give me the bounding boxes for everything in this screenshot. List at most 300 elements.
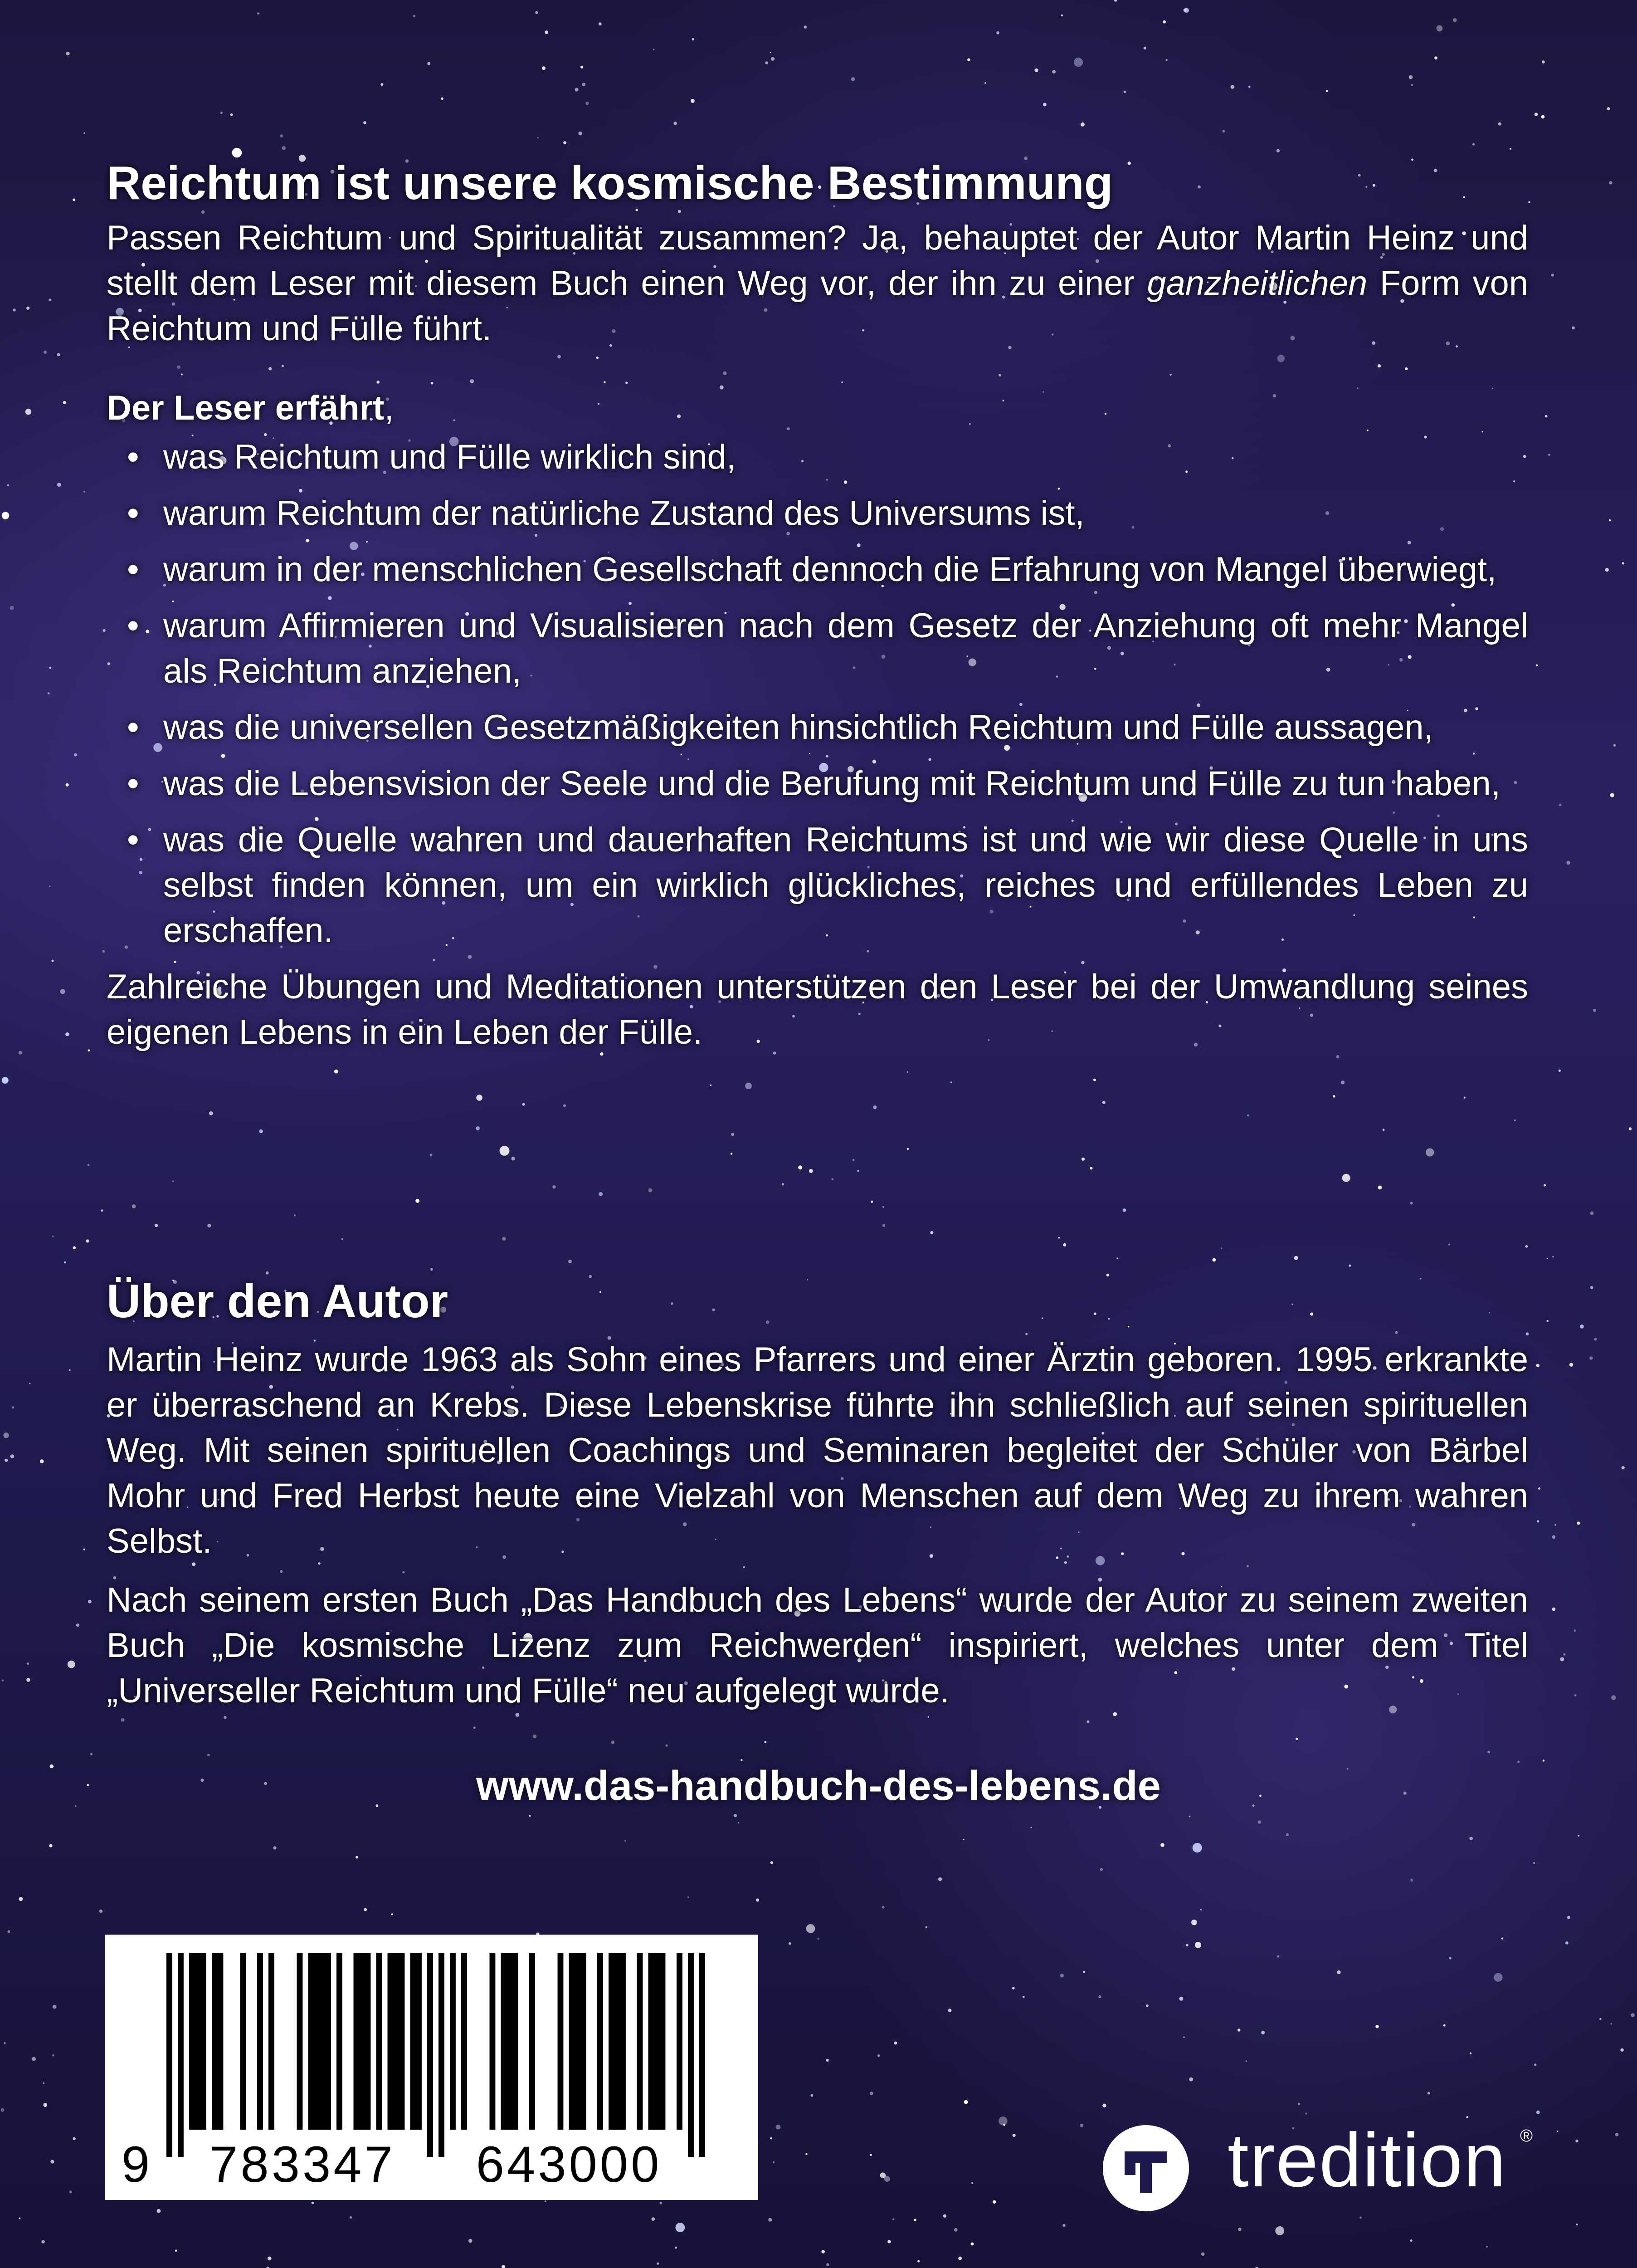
star (963, 1839, 964, 1840)
star (363, 121, 366, 124)
star (1449, 1957, 1452, 1960)
star (882, 1206, 884, 1207)
star (1062, 2224, 1065, 2227)
star (12, 1406, 14, 1408)
barcode-bar (268, 1953, 274, 2130)
star (770, 52, 771, 53)
star (1191, 1920, 1197, 1926)
star (806, 1924, 815, 1933)
star (66, 783, 69, 787)
star (971, 2243, 974, 2246)
star (907, 1148, 909, 1150)
star (768, 2218, 772, 2222)
star (88, 1164, 90, 1166)
star (1179, 1997, 1183, 2001)
star (155, 1224, 158, 1227)
star (798, 1165, 802, 1169)
star (40, 1459, 44, 1463)
barcode-bar (297, 1953, 303, 2130)
star (1186, 1944, 1189, 1946)
barcode-bar (637, 1953, 643, 2130)
star (101, 1209, 103, 1212)
star (1615, 2133, 1619, 2136)
star (857, 1170, 859, 1172)
star (552, 1185, 555, 1188)
star (907, 1071, 908, 1073)
star (578, 132, 582, 136)
star (1200, 1909, 1202, 1910)
star (500, 1146, 510, 1156)
star (1166, 59, 1168, 61)
website-link[interactable]: www.das-handbuch-des-lebens.de (476, 1763, 1161, 1809)
star (894, 2042, 897, 2045)
star (770, 1861, 773, 1864)
star (430, 1268, 433, 1271)
star (1547, 1258, 1548, 1259)
star (1611, 1695, 1616, 1700)
barcode-bar (620, 1953, 626, 2130)
star (1341, 1080, 1345, 1084)
star (1575, 2140, 1578, 2142)
star (1590, 1212, 1594, 1215)
star (738, 1822, 739, 1823)
section-heading-wealth: Reichtum ist unsere kosmische Bestimmung (107, 157, 1113, 210)
star (1543, 1760, 1544, 1761)
star (954, 2228, 958, 2232)
star (1410, 1202, 1413, 1205)
star (870, 2092, 873, 2095)
star (877, 2054, 880, 2057)
star (1102, 2104, 1106, 2107)
star (1144, 47, 1146, 49)
star (964, 2100, 968, 2104)
star (83, 132, 85, 134)
star (1378, 1186, 1382, 1190)
star (1337, 1970, 1340, 1974)
star (657, 2263, 659, 2265)
star (745, 1083, 752, 1090)
star (1258, 1820, 1262, 1824)
star (19, 1897, 23, 1901)
star (1545, 415, 1548, 418)
star (892, 2219, 894, 2220)
list-item: • warum in der menschlichen Gesellschaft dennoch die Erfahrung von Mangel überwiegt, (107, 547, 1528, 592)
star (48, 692, 50, 694)
star (2, 1680, 4, 1681)
star (476, 1126, 480, 1130)
registered-mark: ® (1520, 2126, 1533, 2146)
star (1593, 1009, 1596, 1012)
star (1563, 1653, 1565, 1656)
star (731, 1133, 734, 1136)
star (7, 484, 9, 486)
star (826, 2059, 829, 2062)
barcode-bar (450, 1953, 456, 2130)
star (1552, 1535, 1556, 1539)
star (1534, 2063, 1536, 2066)
star (2, 512, 9, 519)
star (948, 2009, 952, 2012)
star (1443, 2024, 1446, 2027)
star (32, 2057, 36, 2061)
star (611, 1740, 614, 1744)
star (1559, 804, 1562, 807)
star (996, 31, 999, 34)
star (1160, 1843, 1164, 1847)
bullet-icon: • (127, 820, 139, 859)
star (1294, 1256, 1298, 1260)
star (1081, 122, 1085, 127)
star (582, 83, 586, 86)
star (50, 2160, 54, 2164)
star (692, 38, 694, 40)
star (993, 2200, 996, 2204)
star (1574, 1694, 1577, 1696)
star (1552, 1608, 1556, 1611)
star (575, 88, 579, 92)
star (312, 2202, 314, 2204)
star (1609, 181, 1612, 184)
star (1434, 56, 1437, 59)
star (660, 2202, 662, 2204)
section-heading-author: Über den Autor (107, 1275, 448, 1328)
star (1221, 1247, 1223, 1249)
star (273, 1846, 276, 1849)
star (1052, 70, 1056, 73)
barcode-bar (490, 1953, 496, 2130)
star (1535, 112, 1538, 116)
star (984, 82, 986, 84)
barcode-bar (699, 1953, 705, 2157)
star (1093, 1079, 1096, 1081)
star (207, 1224, 211, 1227)
barcode-bar (189, 1953, 195, 2130)
star (1464, 1097, 1466, 1099)
star (259, 1129, 263, 1133)
star (1261, 2031, 1265, 2034)
star (1246, 2060, 1247, 2062)
star (73, 199, 75, 201)
star (49, 885, 50, 887)
star (207, 1754, 210, 1756)
list-item: • was die Lebensvision der Seele und die Berufung mit Reichtum und Fülle zu tun haben, (107, 761, 1528, 807)
star (926, 1926, 927, 1928)
star (1023, 1996, 1025, 1998)
list-item: • was Reichtum und Fülle wirklich sind, (107, 435, 1528, 480)
barcode-bar (558, 1953, 564, 2130)
star (380, 83, 383, 86)
star (1349, 1265, 1351, 1267)
star (1083, 1971, 1085, 1973)
star (805, 2153, 808, 2155)
star (1536, 1364, 1540, 1367)
star (74, 753, 77, 757)
barcode-bar (654, 1953, 660, 2130)
star (266, 1271, 269, 1275)
barcode-bar (410, 1953, 416, 2130)
star (52, 2054, 54, 2057)
star (599, 22, 602, 25)
closing-paragraph: Zahlreiche Übungen und Meditationen unterstützen den Leser bei der Umwandlung seines eigenen Lebens in ein Leben der Fülle. (107, 967, 1528, 1051)
star (1411, 84, 1413, 86)
star (653, 49, 655, 50)
star (1610, 793, 1614, 797)
star (1013, 2134, 1016, 2137)
star (364, 1908, 367, 1911)
bullet-icon: • (127, 708, 139, 747)
star (230, 113, 233, 116)
star (1547, 1320, 1549, 1322)
star (1248, 86, 1250, 88)
star (1383, 1129, 1384, 1130)
barcode-bar (501, 1953, 507, 2130)
star (870, 2154, 872, 2156)
star (1238, 2228, 1241, 2231)
star (1298, 2103, 1300, 2105)
star (773, 2161, 775, 2163)
barcode-bar (240, 1953, 246, 2130)
star (73, 2137, 76, 2141)
star (1609, 519, 1611, 521)
star (1247, 1114, 1249, 1117)
bullet-icon: • (127, 437, 139, 476)
star (476, 1095, 482, 1101)
star (175, 2249, 177, 2252)
star (350, 2216, 352, 2219)
star (1551, 274, 1554, 276)
star (1577, 1522, 1580, 1525)
star (1552, 1256, 1554, 1257)
star (1237, 2028, 1241, 2032)
star (1080, 2124, 1083, 2127)
star (1607, 107, 1610, 110)
star (765, 61, 768, 64)
star (10, 606, 14, 610)
barcode-bar (614, 1953, 620, 2130)
star (356, 1856, 358, 1859)
barcode-bar (529, 1953, 535, 2130)
barcode-bars (105, 1935, 758, 2200)
star (1012, 1987, 1015, 1989)
star (88, 1050, 90, 1052)
star (1566, 861, 1570, 865)
star (1622, 562, 1624, 564)
star (1557, 2131, 1558, 2132)
author-paragraph-2: Nach seinem ersten Buch „Das Handbuch des Lebens“ wurde der Autor zu seinem zweiten Buch „Die kosmische Lizenz zum Reichwerden“ inspiriert, welches unter dem Titel „Universeller Reichtum und Fülle“ neu aufgelegt wurde. (107, 1580, 1528, 1710)
star (1622, 1466, 1625, 1469)
star (1114, 0, 1117, 2)
star (1594, 1338, 1597, 1340)
star (41, 2240, 44, 2244)
barcode-bar (376, 1953, 382, 2130)
star (624, 1840, 626, 1842)
star (1494, 1973, 1502, 1982)
star (545, 30, 548, 34)
barcode-bar (388, 1953, 394, 2130)
star (1470, 2053, 1471, 2054)
barcode-bar (507, 1953, 512, 2130)
author-paragraph-1: Martin Heinz wurde 1963 als Sohn eines Pfarrers und einer Ärztin geboren. 1995 erkrankte er überraschend an Krebs. Diese Lebenskrise führte ihn schließlich auf seinen spirituellen Weg. Mit seinen spirituellen Coachings und Seminaren begleitet der Schüler von Bärbel Mohr und Fred Herbst heute eine Vielzahl von Menschen auf dem Weg zu ihrem wahren Selbst. (107, 1340, 1528, 1560)
barcode-bar (325, 1953, 331, 2130)
star (1548, 454, 1550, 456)
star (652, 2217, 655, 2221)
star (1554, 1524, 1556, 1526)
star (25, 409, 31, 415)
star (282, 146, 286, 150)
star (950, 1081, 952, 1083)
star (1277, 1955, 1279, 1958)
star (811, 2094, 814, 2097)
star (731, 1153, 732, 1154)
star (1222, 130, 1225, 132)
star (1333, 1095, 1335, 1097)
star (1276, 149, 1280, 152)
star (821, 2250, 825, 2253)
star (102, 950, 105, 953)
star (1486, 2246, 1488, 2248)
isbn-barcode (105, 1935, 758, 2200)
barcode-bar (609, 1953, 614, 2130)
section-author (107, 1275, 1528, 1727)
barcode-bar (416, 1953, 422, 2130)
star (1296, 1738, 1298, 1740)
star (542, 66, 546, 70)
star (1501, 1937, 1504, 1940)
barcode-bar (200, 1953, 206, 2130)
star (51, 960, 54, 962)
star (1510, 148, 1511, 150)
star (1034, 68, 1038, 72)
star (86, 1239, 89, 1242)
barcode-bar (195, 1953, 201, 2130)
star (563, 1105, 566, 1107)
star (220, 112, 223, 114)
star (19, 2218, 20, 2219)
star (871, 1201, 873, 1203)
star (19, 1051, 22, 1055)
star (415, 1199, 419, 1203)
barcode-bar (399, 1953, 405, 2130)
star (1183, 2037, 1184, 2038)
star (1184, 8, 1189, 13)
star (585, 102, 589, 105)
star (44, 351, 47, 354)
star (887, 2240, 891, 2243)
star (1123, 1208, 1126, 1212)
star (4, 2042, 6, 2044)
star (268, 2257, 272, 2261)
star (958, 2257, 962, 2260)
star (1631, 2013, 1635, 2017)
barcode-bar (178, 1953, 184, 2157)
star (76, 1623, 79, 1627)
star (1565, 1941, 1569, 1945)
barcode-bar (393, 1953, 399, 2130)
star (648, 1188, 652, 1193)
star (103, 629, 106, 632)
star (533, 1735, 537, 1739)
section-description (107, 156, 1528, 1069)
barcode-bar (512, 1953, 518, 2130)
barcode-bar (359, 1953, 365, 2130)
bullet-icon: • (127, 764, 139, 803)
barcode-bar (438, 1953, 444, 2157)
star (938, 1877, 942, 1881)
star (831, 1178, 833, 1180)
star (971, 2182, 973, 2184)
star (1102, 1101, 1106, 1104)
star (157, 2209, 161, 2213)
star (334, 1070, 338, 1074)
star (1326, 90, 1328, 92)
star (1589, 1356, 1593, 1360)
star (853, 1159, 854, 1161)
star (511, 1157, 515, 1160)
star (882, 1224, 885, 1227)
star (1613, 744, 1616, 747)
star (1213, 1258, 1216, 1262)
star (1536, 665, 1538, 667)
star (294, 1214, 296, 1216)
star (209, 1111, 213, 1115)
star (537, 137, 539, 138)
star (756, 1898, 759, 1901)
barcode-bar (427, 1953, 433, 2157)
star (413, 15, 415, 18)
star (522, 1103, 525, 1106)
star (132, 1204, 136, 1208)
star (1201, 2253, 1204, 2256)
barcode-bar (677, 1953, 682, 2130)
star (1578, 1835, 1579, 1837)
star (770, 2137, 772, 2140)
star (63, 401, 66, 404)
star (1525, 1245, 1528, 1248)
star (1098, 1995, 1101, 1998)
barcode-bar (660, 1953, 666, 2130)
barcode-bar (688, 1953, 694, 2157)
publisher-name: tredition (1228, 2117, 1507, 2203)
barcode-bar (336, 1953, 342, 2130)
star (1082, 1158, 1085, 1161)
star (88, 1600, 92, 1603)
star (1189, 1816, 1191, 1818)
star (1599, 2018, 1602, 2020)
star (1193, 1843, 1202, 1853)
star (1605, 568, 1609, 572)
star (69, 2190, 72, 2193)
star (826, 2263, 829, 2266)
star (1629, 1127, 1632, 1130)
star (1514, 1119, 1516, 1121)
star (341, 1238, 343, 1240)
star (741, 1759, 742, 1761)
star (64, 1261, 66, 1263)
star (568, 1260, 572, 1263)
star (1410, 2239, 1413, 2242)
star (26, 307, 29, 310)
star (1469, 1837, 1473, 1840)
barcode-digits: 643000 (476, 2136, 662, 2193)
star (66, 52, 70, 55)
star (1533, 1862, 1535, 1864)
star (782, 1183, 784, 1185)
star (83, 1549, 85, 1550)
star (1574, 1629, 1576, 1632)
star (1538, 1487, 1540, 1490)
star (673, 122, 677, 125)
star (1542, 60, 1545, 64)
